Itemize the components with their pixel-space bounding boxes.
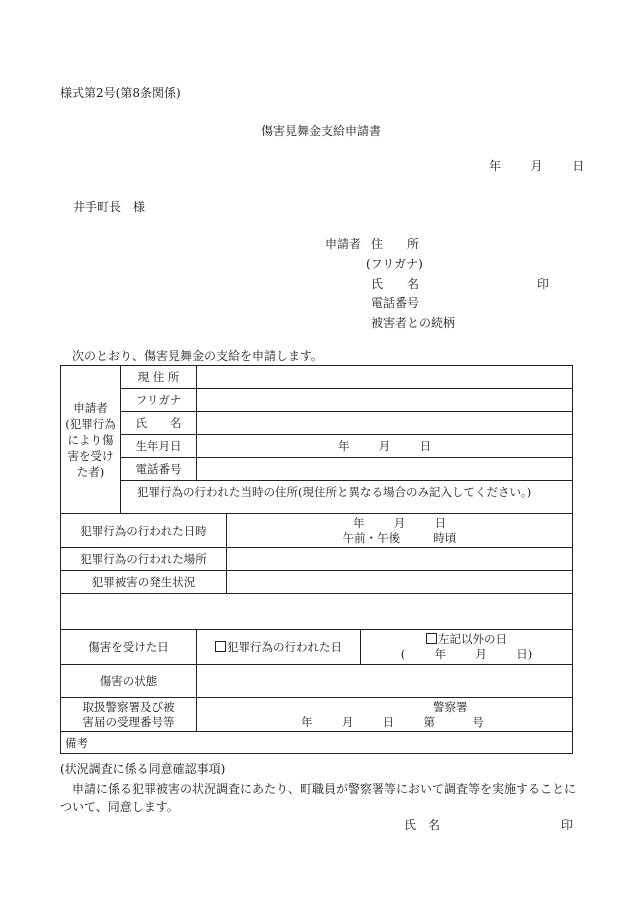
- option-crime-day[interactable]: [197, 630, 361, 665]
- addressee: 井手町長 様: [73, 200, 146, 214]
- date-day: 日: [572, 159, 585, 173]
- police-station: 警察署: [433, 699, 468, 714]
- consent-name-label: 氏 名: [404, 818, 441, 832]
- row-birthdate: [61, 435, 573, 458]
- current-address-field[interactable]: [197, 366, 573, 389]
- relation-label: 被害者との続柄: [371, 316, 456, 330]
- police-station-line: [197, 700, 572, 715]
- row-remarks: [61, 732, 573, 754]
- row-furigana: [61, 389, 573, 412]
- crime-time-line: [227, 531, 572, 546]
- police-label-2: 害届の受理番号等: [82, 714, 175, 729]
- phone-field[interactable]: [197, 458, 573, 481]
- police-label-1: 取扱警察署及び被: [82, 699, 175, 714]
- crime-date-line: [227, 516, 572, 531]
- furigana-label: (フリガナ): [366, 257, 423, 271]
- consent-text-2: ついて、同意します。: [60, 800, 179, 814]
- crime-datetime-field[interactable]: [227, 514, 573, 548]
- applicant-label: 申請者: [325, 237, 362, 251]
- crime-situation-field[interactable]: [227, 571, 573, 594]
- other-open: (: [400, 647, 406, 661]
- option-other-day[interactable]: [361, 630, 573, 665]
- page-title: 傷害見舞金支給申請書: [261, 124, 382, 138]
- police-year: 年: [301, 714, 313, 729]
- name-label: 氏 名: [371, 277, 420, 291]
- row-police: [61, 698, 573, 732]
- checkbox-icon[interactable]: [215, 641, 226, 652]
- remarks-field[interactable]: [61, 732, 573, 754]
- police-no-suffix: 号: [472, 714, 484, 729]
- intro-text: 次のとおり、傷害見舞金の支給を申請します。: [72, 349, 324, 363]
- crime-place-label: 犯罪行為の行われた場所: [61, 548, 227, 571]
- birth-day: 日: [419, 439, 432, 453]
- date-month: 月: [530, 159, 543, 173]
- row-injury-state: [61, 665, 573, 698]
- applicant-group-note: (犯罪行為により傷害を受けた者): [65, 416, 116, 479]
- row-crime-address: [61, 481, 573, 514]
- situation-detail-field[interactable]: [61, 594, 573, 630]
- police-label: [61, 698, 197, 732]
- row-name: [61, 412, 573, 435]
- crime-datetime-label: 犯罪行為の行われた日時: [61, 514, 227, 548]
- row-phone: [61, 458, 573, 481]
- consent-text-1: 申請に係る犯罪被害の状況調査にあたり、町職員が警察署等において調査等を実施することに: [72, 782, 577, 796]
- police-no-prefix: 第: [423, 714, 435, 729]
- option-other-date-line: [361, 647, 572, 662]
- police-month: 月: [341, 714, 354, 729]
- furigana-field[interactable]: [197, 389, 573, 412]
- option-crime-day-label: 犯罪行為の行われた日: [227, 640, 342, 654]
- hour: 時頃: [433, 530, 457, 545]
- remarks-label: 備考: [65, 735, 88, 750]
- application-table: [60, 365, 573, 754]
- dt-month: 月: [393, 515, 406, 530]
- police-field[interactable]: [197, 698, 573, 732]
- address-label: 住 所: [371, 237, 420, 251]
- name-row-label: 氏 名: [121, 412, 197, 435]
- current-address-label: 現 住 所: [121, 366, 197, 389]
- injury-state-label: 傷害の状態: [61, 665, 197, 698]
- birthdate-label: 生年月日: [121, 435, 197, 458]
- other-day: 日): [516, 647, 533, 661]
- option-other-day-line: [361, 632, 572, 647]
- furigana-row-label: フリガナ: [121, 389, 197, 412]
- crime-address-note: 犯罪行為の行われた当時の住所(現住所と異なる場合のみ記入してください。): [137, 485, 532, 499]
- crime-situation-label: 犯罪被害の発生状況: [61, 571, 227, 594]
- police-day: 日: [382, 714, 395, 729]
- row-crime-situation: [61, 571, 573, 594]
- consent-heading: (状況調査に係る同意確認事項): [60, 762, 226, 776]
- birthdate-field[interactable]: [197, 435, 573, 458]
- checkbox-icon[interactable]: [426, 633, 437, 644]
- row-current-address: [61, 366, 573, 389]
- other-month: 月: [475, 647, 487, 661]
- birth-month: 月: [378, 439, 391, 453]
- applicant-group-label: 申請者: [73, 400, 108, 415]
- row-crime-datetime: [61, 514, 573, 548]
- name-field[interactable]: [197, 412, 573, 435]
- injury-state-field[interactable]: [197, 665, 573, 698]
- police-receipt-line: [197, 715, 572, 730]
- crime-place-field[interactable]: [227, 548, 573, 571]
- row-situation-detail: [61, 594, 573, 630]
- seal-mark: 印: [537, 277, 550, 291]
- birth-year: 年: [337, 439, 350, 453]
- applicant-group-cell: [61, 366, 121, 514]
- dt-year: 年: [352, 515, 365, 530]
- phone-row-label: 電話番号: [121, 458, 197, 481]
- injury-date-label: 傷害を受けた日: [61, 630, 197, 665]
- crime-address-field[interactable]: [121, 481, 573, 514]
- phone-label: 電話番号: [371, 296, 420, 310]
- row-crime-place: [61, 548, 573, 571]
- dt-day: 日: [434, 515, 447, 530]
- option-other-day-label: 左記以外の日: [438, 632, 507, 646]
- consent-seal-mark: 印: [561, 818, 574, 832]
- row-injury-date: [61, 630, 573, 665]
- date-year: 年: [489, 159, 502, 173]
- form-number: 様式第2号(第8条関係): [60, 86, 181, 100]
- other-year: 年: [434, 647, 447, 661]
- ampm: 午前・午後: [342, 530, 401, 545]
- date-line: [489, 159, 584, 173]
